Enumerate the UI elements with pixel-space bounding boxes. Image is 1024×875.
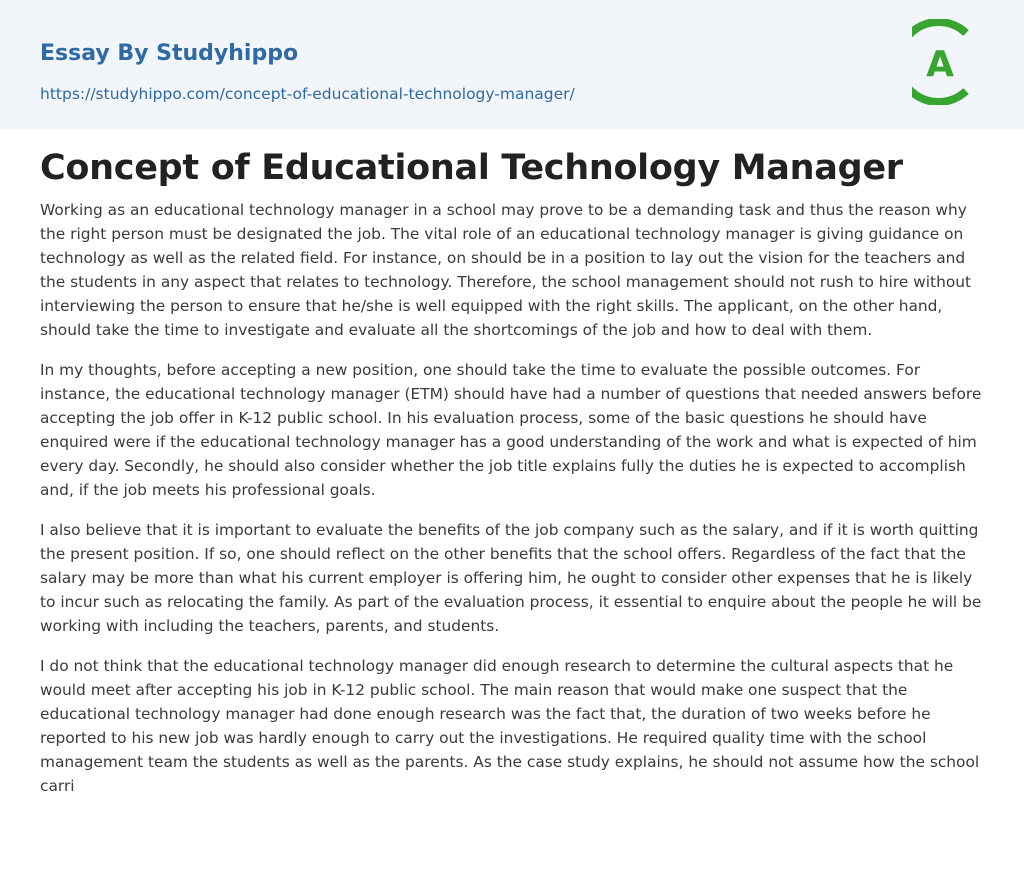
logo-letter: A: [926, 44, 954, 85]
essay-paragraph-3: I also believe that it is important to evaluate the benefits of the job company such as the salary, and if it is worth quitting the present position. If so, one should reflect on the other benefits that the school offers. Regardless of the fact that the salary may be more than what his current employer is offering him, he ought to consider other expenses that he is likely to incur such as relocating the family. As part of the evaluation process, it essential to enquire about the people he will be working with including the teachers, parents, and students.: [40, 521, 982, 635]
essay-paragraph-2: In my thoughts, before accepting a new position, one should take the time to evaluate the possible outcomes. For instance, the educational technology manager (ETM) should have had a number of questions that needed answers before accepting the job offer in K-12 public school. In his evaluation process, some of the basic questions he should have enquired were if the educational technology manager has a good understanding of the work and what is expected of him every day. Secondly, he should also consider whether the job title explains fully the duties he is expected to accomplish and, if the job meets his professional goals.: [40, 361, 982, 499]
site-header: [0, 0, 1024, 129]
essay-paragraph-1: Working as an educational technology manager in a school may prove to be a demanding task and thus the reason why the right person must be designated the job. The vital role of an educational technology manager is giving guidance on technology as well as the related field. For instance, on should be in a position to lay out the vision for the teachers and the students in any aspect that relates to technology. Therefore, the school management should not rush to hire without interviewing the person to ensure that he/she is well equipped with the right skills. The applicant, on the other hand, should take the time to investigate and evaluate all the shortcomings of the job and how to deal with them.: [40, 201, 972, 339]
essay-article: [40, 146, 984, 814]
site-title[interactable]: Essay By Studyhippo: [40, 41, 299, 66]
source-url-link[interactable]: https://studyhippo.com/concept-of-educational-technology-manager/: [40, 85, 575, 103]
essay-title: Concept of Educational Technology Manager: [40, 148, 903, 188]
studyhippo-logo-icon[interactable]: [912, 19, 986, 105]
essay-paragraph-4: I do not think that the educational technology manager did enough research to determine the cultural aspects that he would meet after accepting his job in K-12 public school. The main reason that would make one suspect that the educational technology manager had done enough research was the fact that, the duration of two weeks before he reported to his new job was hardly enough to carry out the investigations. He required quality time with the school management team the students as well as the parents. As the case study explains, he should not assume how the school carri: [40, 657, 980, 795]
